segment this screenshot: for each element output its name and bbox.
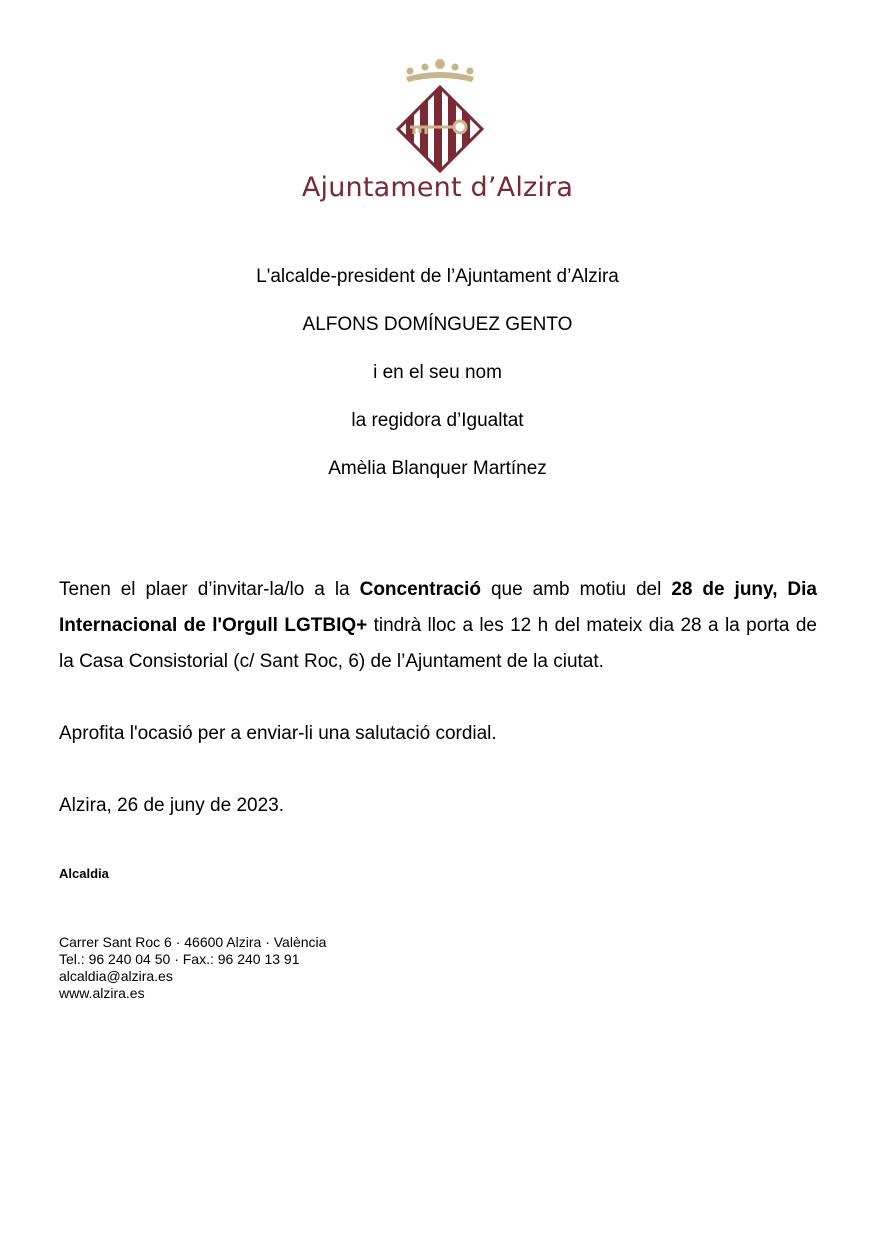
date-line: Alzira, 26 de juny de 2023. [59, 795, 284, 816]
invitation-text-part: Tenen el plaer d’invitar-la/lo a la [59, 579, 360, 600]
mayor-name: ALFONS DOMÍNGUEZ GENTO [302, 314, 573, 335]
address-line: Carrer Sant Roc 6 · 46600 Alzira · València [59, 934, 327, 950]
phone-line: Tel.: 96 240 04 50 · Fax.: 96 240 13 91 [59, 951, 300, 967]
councillor-title: la regidora d’Igualtat [351, 410, 524, 431]
website-link[interactable]: www.alzira.es [59, 985, 145, 1001]
email-link[interactable]: alcaldia@alzira.es [59, 968, 173, 984]
invitation-paragraph [59, 572, 817, 680]
organization-name: Ajuntament d’Alzira [301, 172, 574, 203]
event-name: Concentració [359, 579, 482, 600]
crowned-key-shield-icon [380, 55, 500, 177]
contact-block [59, 934, 326, 1002]
crown-icon [406, 59, 474, 82]
event-occasion: 28 de juny, Dia Internacional de l'Orgull LGTBIQ+ [59, 579, 817, 636]
shield-icon [398, 85, 482, 175]
greeting-line: Aprofita l'ocasió per a enviar-li una salutació cordial. [59, 723, 497, 744]
invitation-text-part: tindrà lloc a les 12 h del mateix dia 28 a la porta de la Casa Consistorial (c/ Sant Roc, 6) de l’Ajuntament de la ciutat. [59, 615, 817, 672]
invitation-text-part: que amb motiu del [481, 579, 672, 600]
intro-title-line: L'alcalde-president de l’Ajuntament d’Alzira [256, 266, 619, 287]
councillor-name: Amèlia Blanquer Martínez [328, 458, 547, 479]
intro-connector-line: i en el seu nom [373, 362, 502, 383]
department-label: Alcaldia [59, 866, 109, 881]
